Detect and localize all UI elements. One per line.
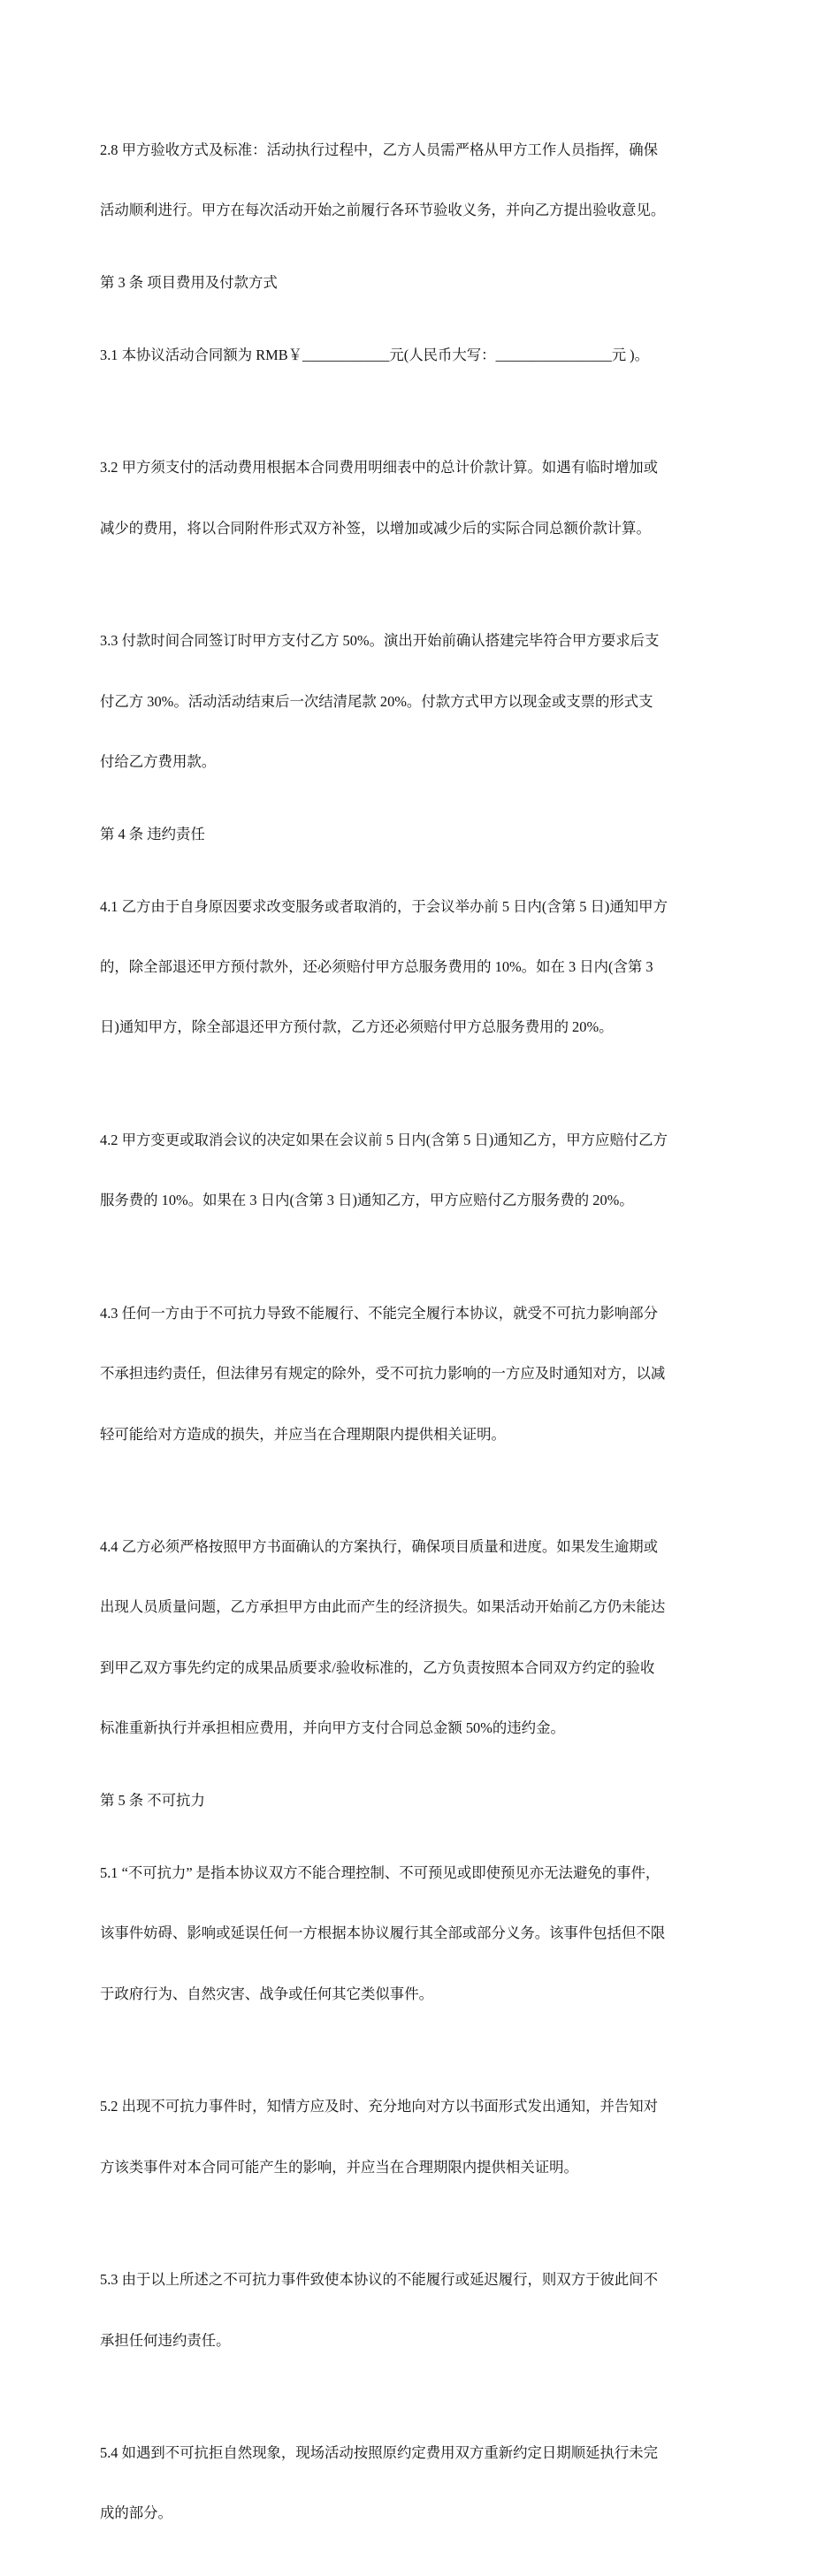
text-line: 付乙方 30%。活动活动结束后一次结清尾款 20%。付款方式甲方以现金或支票的形式支: [100, 692, 653, 710]
document-page: [100, 100, 745, 2576]
clause-4-4: [100, 1498, 745, 1780]
clause-5-1: [100, 1823, 745, 2045]
clause-2-8: [100, 100, 745, 261]
clause-5-4: [100, 2403, 745, 2564]
text-line: 到甲乙双方事先约定的成果品质要求/验收标准的，乙方负责按照本合同双方约定的验收: [100, 1658, 655, 1676]
heading-text: 第 5 条 不可抗力: [100, 1792, 205, 1810]
clause-4-1: [100, 857, 745, 1078]
text-line: 4.4 乙方必须严格按照甲方书面确认的方案执行，确保项目质量和进度。如果发生逾期或: [100, 1538, 659, 1556]
text-line: 的，除全部退还甲方预付款外，还必须赔付甲方总服务费用的 10%。如在 3 日内(含第 3: [100, 958, 653, 976]
text-line: 5.3 由于以上所述之不可抗力事件致使本协议的不能履行或延迟履行，则双方于彼此间不: [100, 2271, 659, 2289]
text-line: 5.4 如遇到不可抗拒自然现象，现场活动按照原约定费用双方重新约定日期顺延执行未完: [100, 2444, 659, 2462]
text-line: 4.3 任何一方由于不可抗力导致不能履行、不能完全履行本协议，就受不可抗力影响部分: [100, 1304, 659, 1322]
section-heading-3: [100, 273, 745, 293]
text-line: 服务费的 10%。如果在 3 日内(含第 3 日)通知乙方，甲方应赔付乙方服务费的 20%。: [100, 1192, 634, 1209]
text-line: 4.2 甲方变更或取消会议的决定如果在会议前 5 日内(含第 5 日)通知乙方，甲方应赔付乙方: [100, 1131, 668, 1148]
clause-4-3: [100, 1263, 745, 1485]
text-line: 于政府行为、自然灾害、战争或任何其它类似事件。: [100, 1985, 433, 2002]
heading-text: 第 3 条 项目费用及付款方式: [100, 273, 278, 291]
text-line: 标准重新执行并承担相应费用，并向甲方支付合同总金额 50%的违约金。: [100, 1719, 565, 1737]
text-line: 出现人员质量问题，乙方承担甲方由此而产生的经济损失。如果活动开始前乙方仍未能达: [100, 1598, 666, 1616]
text-line: 方该类事件对本合同可能产生的影响，并应当在合理期限内提供相关证明。: [100, 2158, 578, 2176]
clause-3-2: [100, 418, 745, 579]
clause-4-2: [100, 1090, 745, 1251]
text-line: 5.1 “不可抗力” 是指本协议双方不能合理控制、不可预见或即使预见亦无法避免的事件，: [100, 1864, 661, 1882]
clause-5-3: [100, 2230, 745, 2391]
text-line: 2.8 甲方验收方式及标准：活动执行过程中，乙方人员需严格从甲方工作人员指挥，确保: [100, 141, 659, 158]
text-line: 减少的费用，将以合同附件形式双方补签，以增加或减少后的实际合同总额价款计算。: [100, 519, 651, 537]
clause-3-1: [100, 305, 745, 406]
section-heading-4: [100, 825, 745, 845]
text-line: 3.3 付款时间合同签订时甲方支付乙方 50%。演出开始前确认搭建完毕符合甲方要求后支: [100, 632, 660, 650]
text-line: 付给乙方费用款。: [100, 752, 217, 770]
text-line: 3.1 本协议活动合同额为 RMB￥____________元(人民币大写：________________元 )。: [100, 346, 650, 363]
clause-3-3: [100, 591, 745, 813]
text-line: 4.1 乙方由于自身原因要求改变服务或者取消的，于会议举办前 5 日内(含第 5 日)通知甲方: [100, 897, 668, 915]
heading-text: 第 4 条 违约责任: [100, 825, 205, 842]
section-heading-5: [100, 1791, 745, 1811]
text-line: 日)通知甲方，除全部退还甲方预付款，乙方还必须赔付甲方总服务费用的 20%。: [100, 1018, 614, 1036]
text-line: 轻可能给对方造成的损失，并应当在合理期限内提供相关证明。: [100, 1425, 506, 1443]
text-line: 不承担违约责任，但法律另有规定的除外，受不可抗力影响的一方应及时通知对方，以减: [100, 1365, 666, 1383]
text-line: 活动顺利进行。甲方在每次活动开始之前履行各环节验收义务，并向乙方提出验收意见。: [100, 201, 666, 218]
text-line: 该事件妨碍、影响或延误任何一方根据本协议履行其全部或部分义务。该事件包括但不限: [100, 1924, 666, 1942]
clause-5-2: [100, 2057, 745, 2218]
text-line: 3.2 甲方须支付的活动费用根据本合同费用明细表中的总计价款计算。如遇有临时增加或: [100, 459, 659, 476]
text-line: 成的部分。: [100, 2504, 172, 2522]
text-line: 承担任何违约责任。: [100, 2331, 231, 2349]
text-line: 5.2 出现不可抗力事件时，知情方应及时、充分地向对方以书面形式发出通知，并告知对: [100, 2098, 659, 2115]
